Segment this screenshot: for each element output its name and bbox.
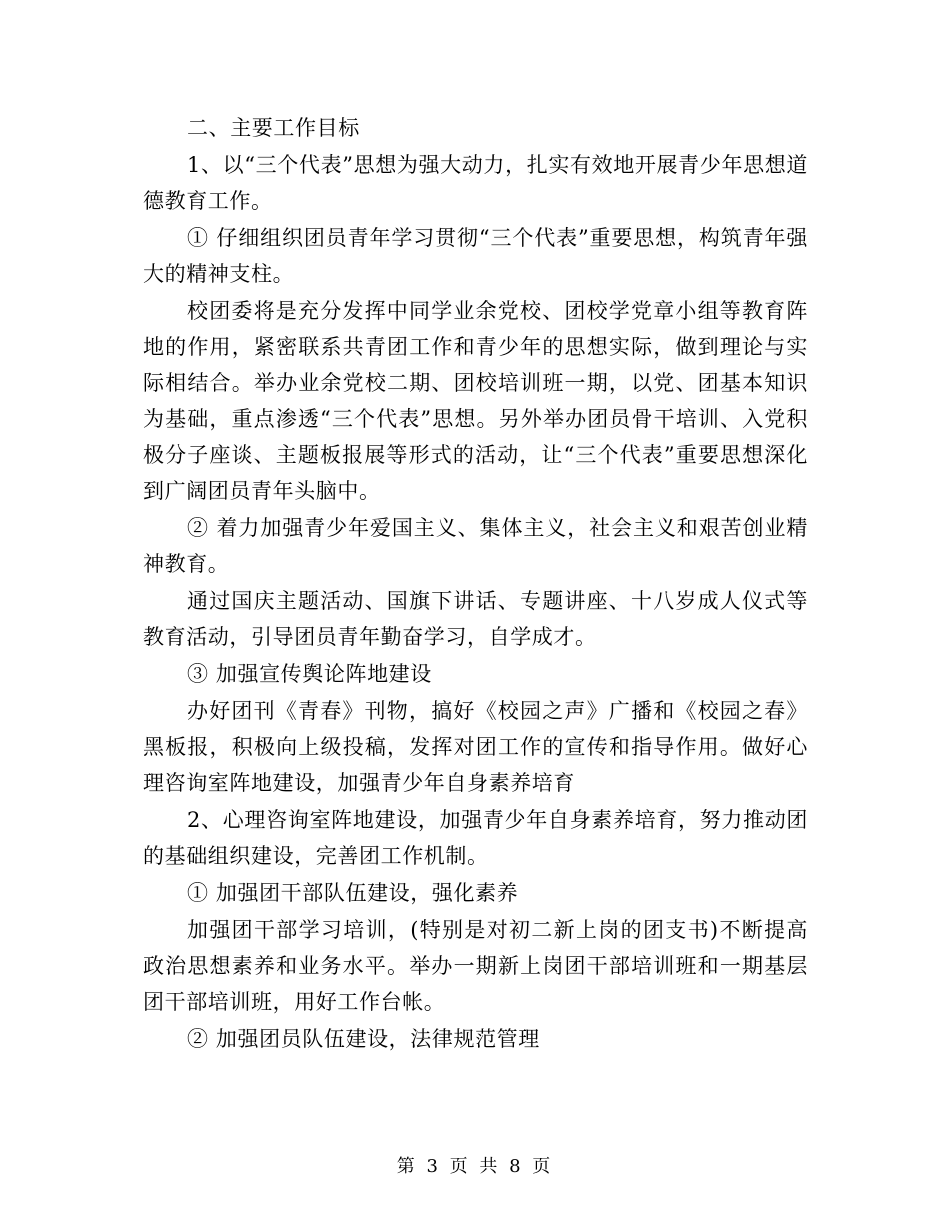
- document-body: [143, 110, 808, 1058]
- paragraph: ② 着力加强青少年爱国主义、集体主义，社会主义和艰苦创业精神教育。: [143, 516, 808, 576]
- paragraph: 1、以“三个代表”思想为强大动力，扎实有效地开展青少年思想道德教育工作。: [143, 153, 808, 213]
- paragraph: ③ 加强宣传舆论阵地建设: [187, 662, 432, 686]
- paragraph: 办好团刊《青春》刊物，搞好《校园之声》广播和《校园之春》黑板报，积极向上级投稿，发挥对团工作的宣传和指导作用。做好心理咨询室阵地建设，加强青少年自身素养培育: [143, 699, 808, 795]
- paragraph: 校团委将是充分发挥中同学业余党校、团校学党章小组等教育阵地的作用，紧密联系共青团工作和青少年的思想实际，做到理论与实际相结合。举办业余党校二期、团校培训班一期，以党、团基本知识为基础，重点渗透“三个代表”思想。另外举办团员骨干培训、入党积极分子座谈、主题板报展等形式的活动，让“三个代表”重要思想深化到广阔团员青年头脑中。: [143, 299, 808, 503]
- paragraph: 通过国庆主题活动、国旗下讲话、专题讲座、十八岁成人仪式等教育活动，引导团员青年勤奋学习，自学成才。: [143, 589, 808, 649]
- section-heading: 二、主要工作目标: [187, 116, 360, 140]
- paragraph: ② 加强团员队伍建设，法律规范管理: [187, 1027, 540, 1051]
- paragraph: ① 加强团干部队伍建设，强化素养: [187, 881, 519, 905]
- paragraph: ① 仔细组织团员青年学习贯彻“三个代表”重要思想，构筑青年强大的精神支柱。: [143, 226, 808, 286]
- paragraph: 加强团干部学习培训，(特别是对初二新上岗的团支书)不断提高政治思想素养和业务水平。举办一期新上岗团干部培训班和一期基层团干部培训班，用好工作台帐。: [143, 918, 808, 1014]
- page-number-footer: 第 3 页 共 8 页: [396, 1156, 554, 1177]
- paragraph: 2、心理咨询室阵地建设，加强青少年自身素养培育，努力推动团的基础组织建设，完善团工作机制。: [143, 808, 808, 868]
